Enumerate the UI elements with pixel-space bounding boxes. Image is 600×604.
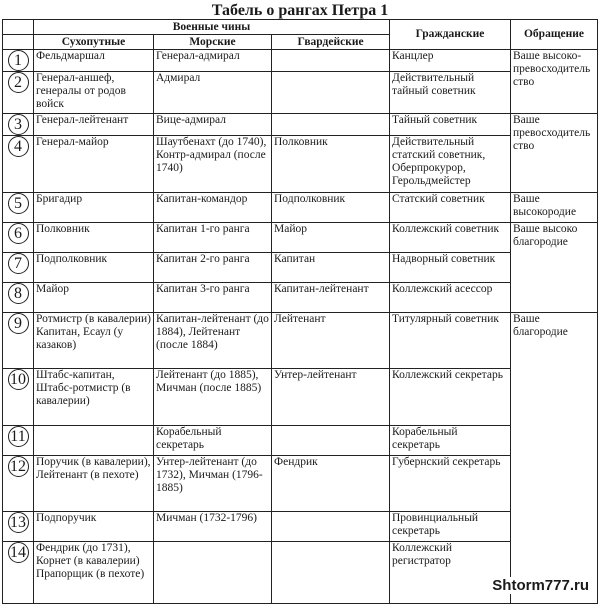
guards-cell: Полковник [272,136,390,193]
naval-cell: Капитан-лейтенант (до 1884), Лейтенант (после 1884) [154,313,272,369]
civil-cell: Провинциальный секретарь [390,512,511,542]
address-cell: Ваше благородие [511,313,598,604]
rank-number: 4 [3,136,34,193]
civil-cell: Коллежский регистратор [390,542,511,604]
guards-cell: Капитан [272,253,390,283]
num-header-cell [3,20,34,35]
naval-cell: Капитан 3-го ранга [154,283,272,313]
civil-cell: Коллежский секретарь [390,369,511,426]
naval-cell: Адмирал [154,72,272,114]
rank-number: 14 [3,542,34,604]
page-title: Табель о рангах Петра 1 [211,2,389,19]
naval-cell: Вице-адмирал [154,114,272,136]
land-cell: Подпоручик [34,512,154,542]
civil-cell: Тайный советник [390,114,511,136]
civil-cell: Статский советник [390,193,511,223]
table-row [3,426,598,456]
address-cell: Ваше высоко-превосходительство [511,50,598,114]
guards-cell: Подполковник [272,193,390,223]
table-row [3,114,598,136]
rank-number: 12 [3,456,34,512]
watermark: Shtorm777.ru [489,577,592,594]
civil-cell: Титулярный советник [390,313,511,369]
naval-header: Морские [154,35,272,50]
naval-cell: Генерал-адмирал [154,50,272,72]
land-cell: Поручик (в кавалерии), Лейтенант (в пехоте) [34,456,154,512]
guards-cell: Унтер-лейтенант [272,369,390,426]
naval-cell [154,542,272,604]
civil-cell: Действительный тайный советник [390,72,511,114]
naval-cell: Капитан 2-го ранга [154,253,272,283]
rank-number: 10 [3,369,34,426]
guards-cell [272,50,390,72]
civil-cell: Действительный статский советник, Оберпрокурор, Герольдмейстер [390,136,511,193]
table-row [3,136,598,193]
land-cell: Подполковник [34,253,154,283]
table-row [3,72,598,114]
address-header: Обращение [511,20,598,50]
civil-cell: Корабельный секретарь [390,426,511,456]
land-cell: Майор [34,283,154,313]
rank-number: 2 [3,72,34,114]
table-row [3,512,598,542]
land-cell: Ротмистр (в кавалерии) Капитан, Есаул (у казаков) [34,313,154,369]
table-row [3,193,598,223]
guards-header: Гвардейские [272,35,390,50]
table-row [3,283,598,313]
rank-table [2,19,598,604]
table-row [3,313,598,369]
table-row [3,456,598,512]
naval-cell: Шаутбенахт (до 1740), Контр-адмирал (после 1740) [154,136,272,193]
rank-number: 5 [3,193,34,223]
rank-number: 6 [3,223,34,253]
land-cell: Бригадир [34,193,154,223]
guards-cell: Фендрик [272,456,390,512]
guards-cell: Майор [272,223,390,253]
rank-number: 7 [3,253,34,283]
land-cell: Полковник [34,223,154,253]
guards-cell [272,114,390,136]
land-cell: Фельдмаршал [34,50,154,72]
land-cell: Штабс-капитан, Штабс-ротмистр (в кавалерии) [34,369,154,426]
naval-cell: Капитан-командор [154,193,272,223]
naval-cell: Капитан 1-го ранга [154,223,272,253]
guards-cell: Капитан-лейтенант [272,283,390,313]
table-row [3,369,598,426]
civil-header: Гражданские [390,20,511,50]
naval-cell: Корабельный секретарь [154,426,272,456]
rank-number: 1 [3,50,34,72]
address-cell: Ваше высокородие [511,193,598,223]
rank-number: 3 [3,114,34,136]
guards-cell [272,72,390,114]
naval-cell: Лейтенант (до 1885), Мичман (после 1885) [154,369,272,426]
land-cell [34,426,154,456]
table-row [3,223,598,253]
civil-cell: Коллежский советник [390,223,511,253]
naval-cell: Мичман (1732-1796) [154,512,272,542]
rank-number: 9 [3,313,34,369]
land-header: Сухопутные [34,35,154,50]
guards-cell [272,426,390,456]
land-cell: Генерал-аншеф, генералы от родов войск [34,72,154,114]
naval-cell: Унтер-лейтенант (до 1732), Мичман (1796-1885) [154,456,272,512]
rank-number: 8 [3,283,34,313]
address-cell: Ваше высоко благородие [511,223,598,313]
military-header: Военные чины [34,20,390,35]
civil-cell: Губернский секретарь [390,456,511,512]
civil-cell: Надворный советник [390,253,511,283]
num-header-cell-2 [3,35,34,50]
table-row [3,50,598,72]
land-cell: Фендрик (до 1731), Корнет (в кавалерии) Прапорщик (в пехоте) [34,542,154,604]
guards-cell: Лейтенант [272,313,390,369]
rank-number: 11 [3,426,34,456]
civil-cell: Коллежский асессор [390,283,511,313]
table-row [3,542,598,604]
land-cell: Генерал-лейтенант [34,114,154,136]
guards-cell [272,542,390,604]
guards-cell [272,512,390,542]
rank-number: 13 [3,512,34,542]
table-row [3,253,598,283]
civil-cell: Канцлер [390,50,511,72]
land-cell: Генерал-майор [34,136,154,193]
address-cell: Ваше превосходительство [511,114,598,193]
